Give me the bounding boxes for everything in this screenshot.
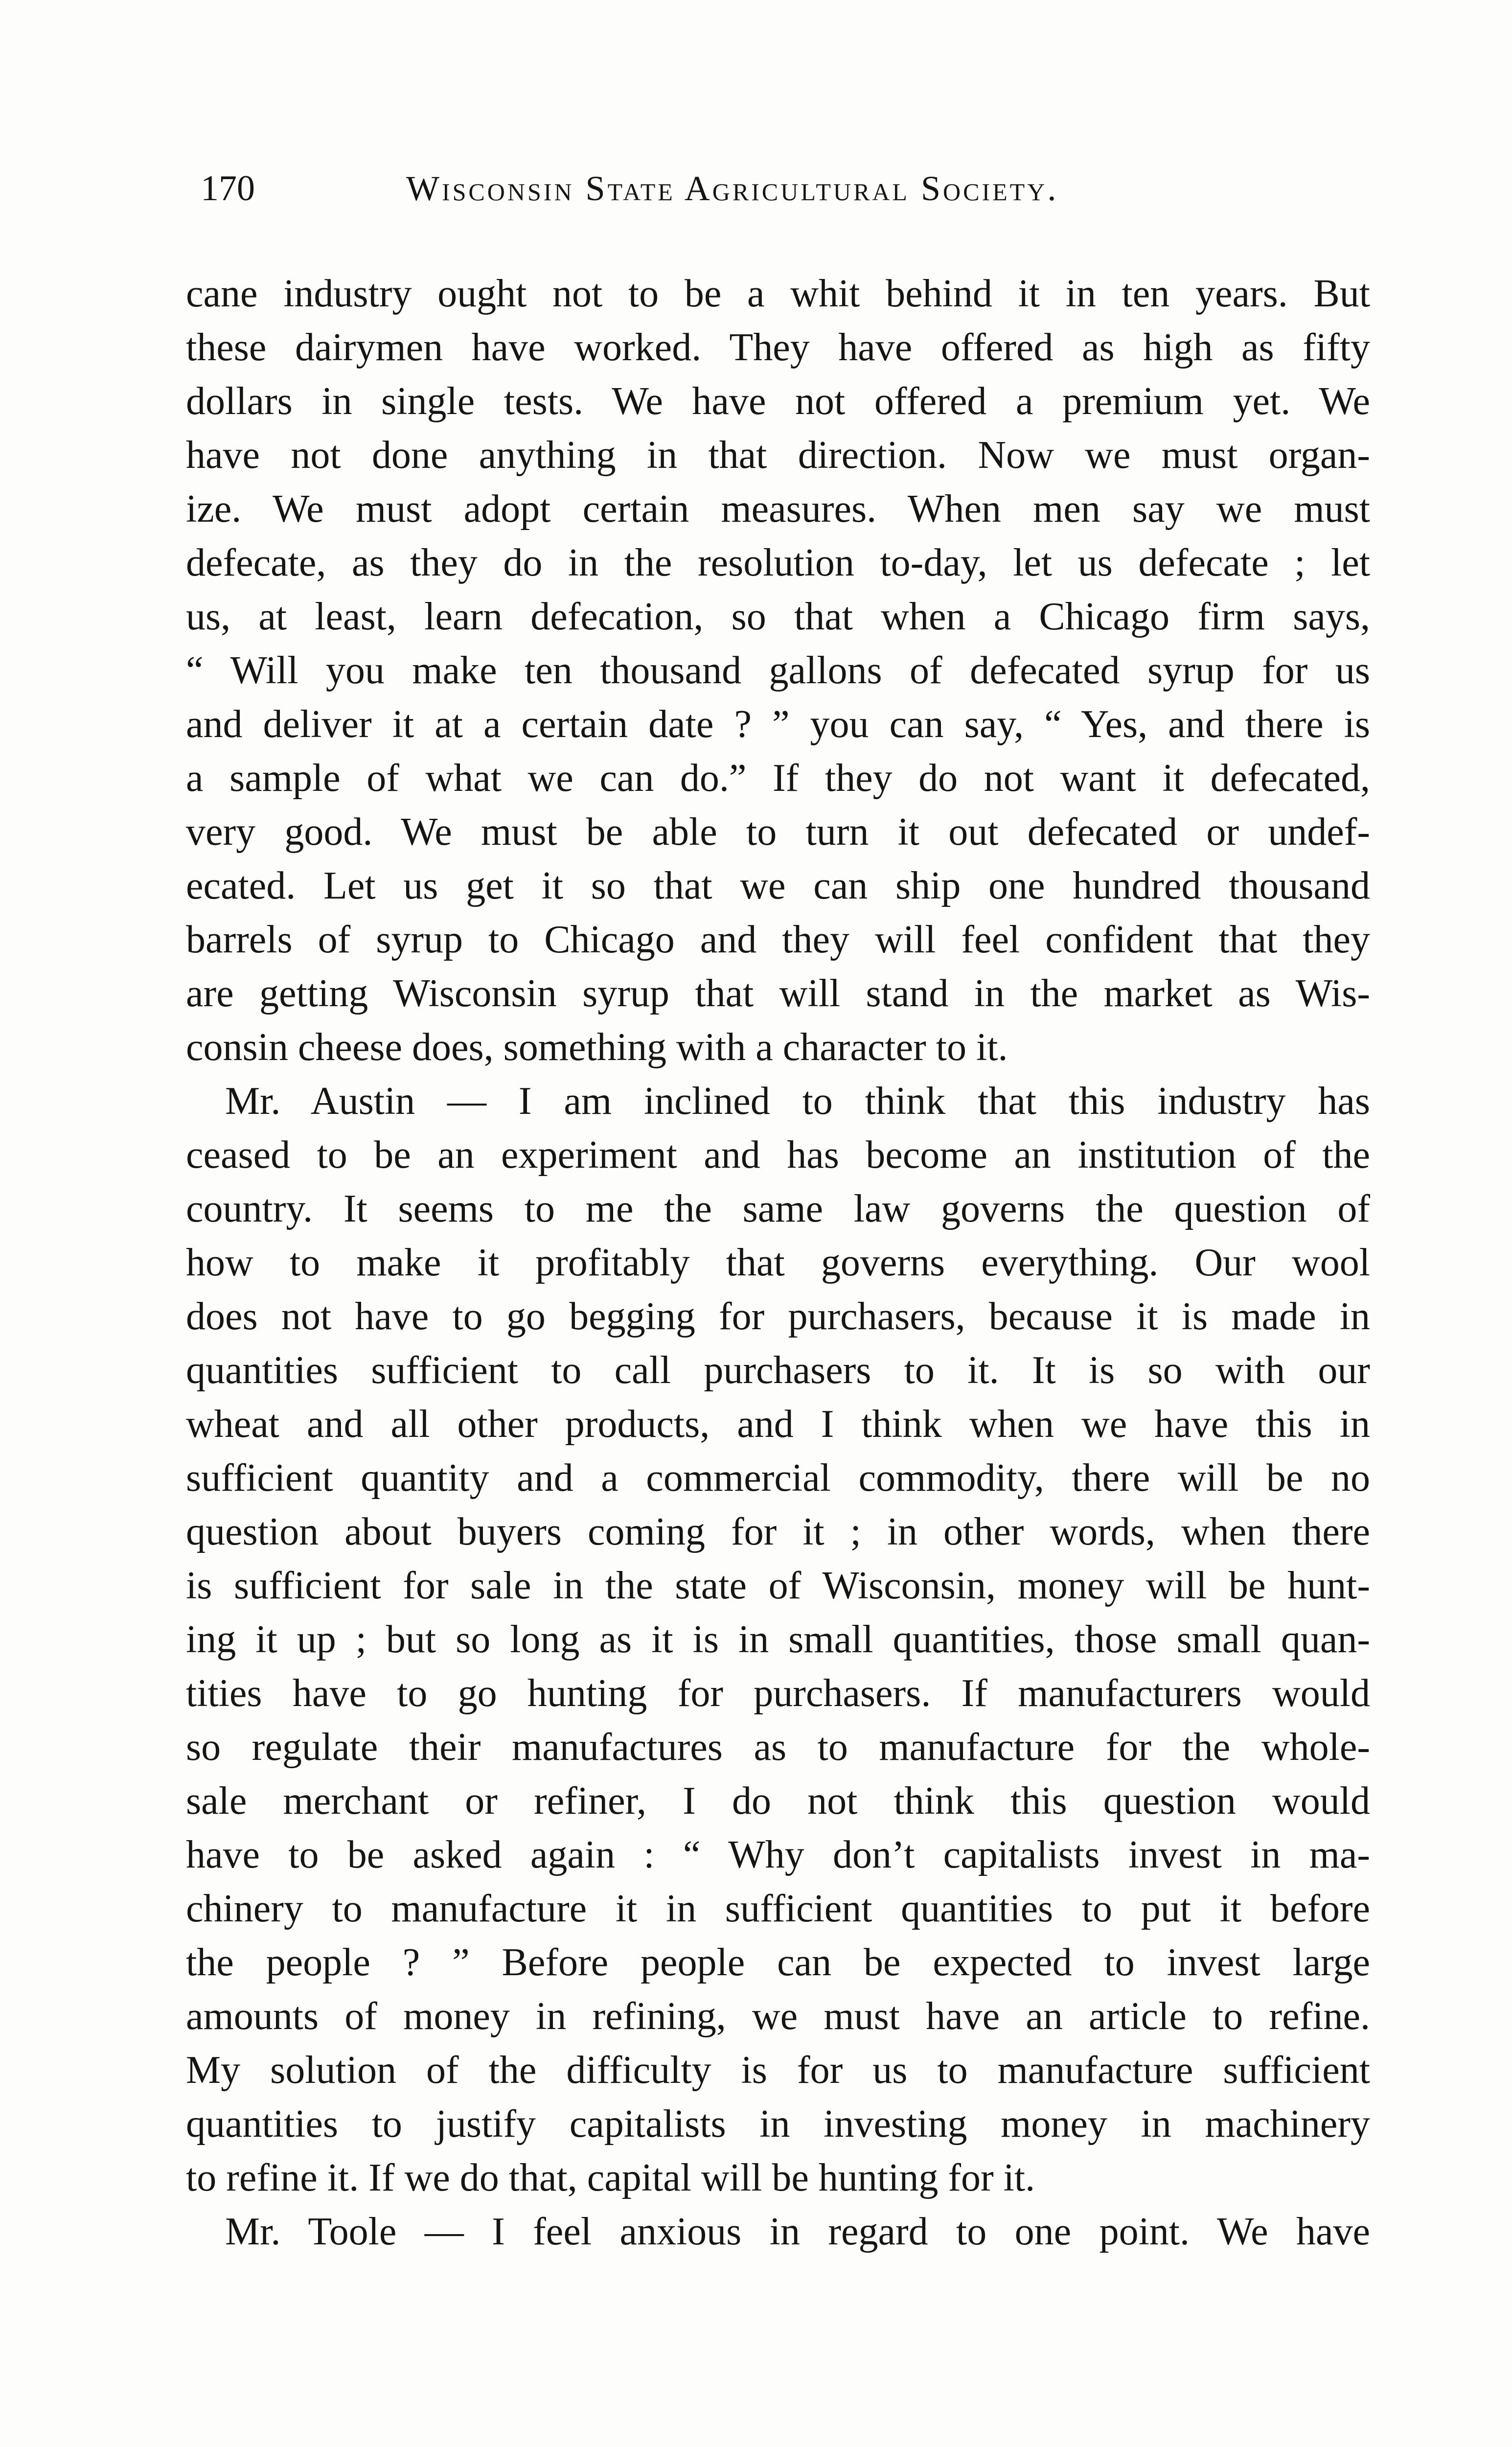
- text-line: these dairymen have worked. They have offered as high as fifty: [186, 326, 1370, 369]
- paragraph-end-line: to refine it. If we do that, capital will be hunting for it.: [186, 2156, 1035, 2199]
- body-text: [186, 267, 1370, 2259]
- text-line: chinery to manufacture it in sufficient quantities to put it before: [186, 1887, 1370, 1930]
- text-line: us, at least, learn defecation, so that when a Chicago firm says,: [186, 595, 1370, 638]
- page-number: 170: [201, 168, 255, 208]
- text-line: is sufficient for sale in the state of Wisconsin, money will be hunt-: [186, 1564, 1370, 1607]
- text-line: have to be asked again : “ Why don’t capitalists invest in ma-: [186, 1833, 1370, 1876]
- text-line: quantities sufficient to call purchasers to it. It is so with our: [186, 1349, 1370, 1392]
- text-line: question about buyers coming for it ; in other words, when there: [186, 1510, 1370, 1553]
- text-line: defecate, as they do in the resolution to-day, let us defecate ; let: [186, 541, 1370, 584]
- text-line: country. It seems to me the same law governs the question of: [186, 1187, 1370, 1230]
- text-line: very good. We must be able to turn it out defecated or undef-: [186, 810, 1370, 854]
- text-line: My solution of the difficulty is for us to manufacture sufficient: [186, 2049, 1370, 2092]
- running-header: [201, 162, 1375, 215]
- text-line: “ Will you make ten thousand gallons of defecated syrup for us: [186, 649, 1370, 692]
- text-line: ecated. Let us get it so that we can ship one hundred thousand: [186, 864, 1370, 907]
- text-line: how to make it profitably that governs everything. Our wool: [186, 1241, 1370, 1284]
- text-line: are getting Wisconsin syrup that will stand in the market as Wis-: [186, 972, 1370, 1015]
- text-line: dollars in single tests. We have not offered a premium yet. We: [186, 380, 1370, 423]
- text-line: sufficient quantity and a commercial commodity, there will be no: [186, 1456, 1370, 1500]
- text-line: have not done anything in that direction. Now we must organ-: [186, 434, 1370, 477]
- paragraph-start-line: Mr. Toole — I feel anxious in regard to one point. We have: [225, 2210, 1370, 2253]
- text-line: sale merchant or refiner, I do not think this question would: [186, 1779, 1370, 1823]
- text-line: cane industry ought not to be a whit behind it in ten years. But: [186, 272, 1370, 315]
- text-line: ize. We must adopt certain measures. When men say we must: [186, 487, 1370, 531]
- text-line: so regulate their manufactures as to manufacture for the whole-: [186, 1726, 1370, 1769]
- text-line: does not have to go begging for purchasers, because it is made in: [186, 1295, 1370, 1338]
- text-line: amounts of money in refining, we must have an article to refine.: [186, 1995, 1370, 2038]
- text-line: ing it up ; but so long as it is in small quantities, those small quan-: [186, 1618, 1370, 1661]
- text-line: ceased to be an experiment and has become an institution of the: [186, 1133, 1370, 1177]
- paragraph-end-line: consin cheese does, something with a character to it.: [186, 1026, 1008, 1069]
- text-line: tities have to go hunting for purchasers. If manufacturers would: [186, 1672, 1370, 1715]
- paragraph-start-line: Mr. Austin — I am inclined to think that this industry has: [225, 1080, 1370, 1123]
- text-line: a sample of what we can do.” If they do not want it defecated,: [186, 757, 1370, 800]
- running-title: Wisconsin State Agricultural Society.: [406, 169, 1059, 208]
- text-line: barrels of syrup to Chicago and they will feel confident that they: [186, 918, 1370, 961]
- text-line: the people ? ” Before people can be expected to invest large: [186, 1941, 1370, 1984]
- text-line: and deliver it at a certain date ? ” you can say, “ Yes, and there is: [186, 703, 1370, 746]
- text-line: wheat and all other products, and I think when we have this in: [186, 1403, 1370, 1446]
- text-line: quantities to justify capitalists in investing money in machinery: [186, 2102, 1370, 2146]
